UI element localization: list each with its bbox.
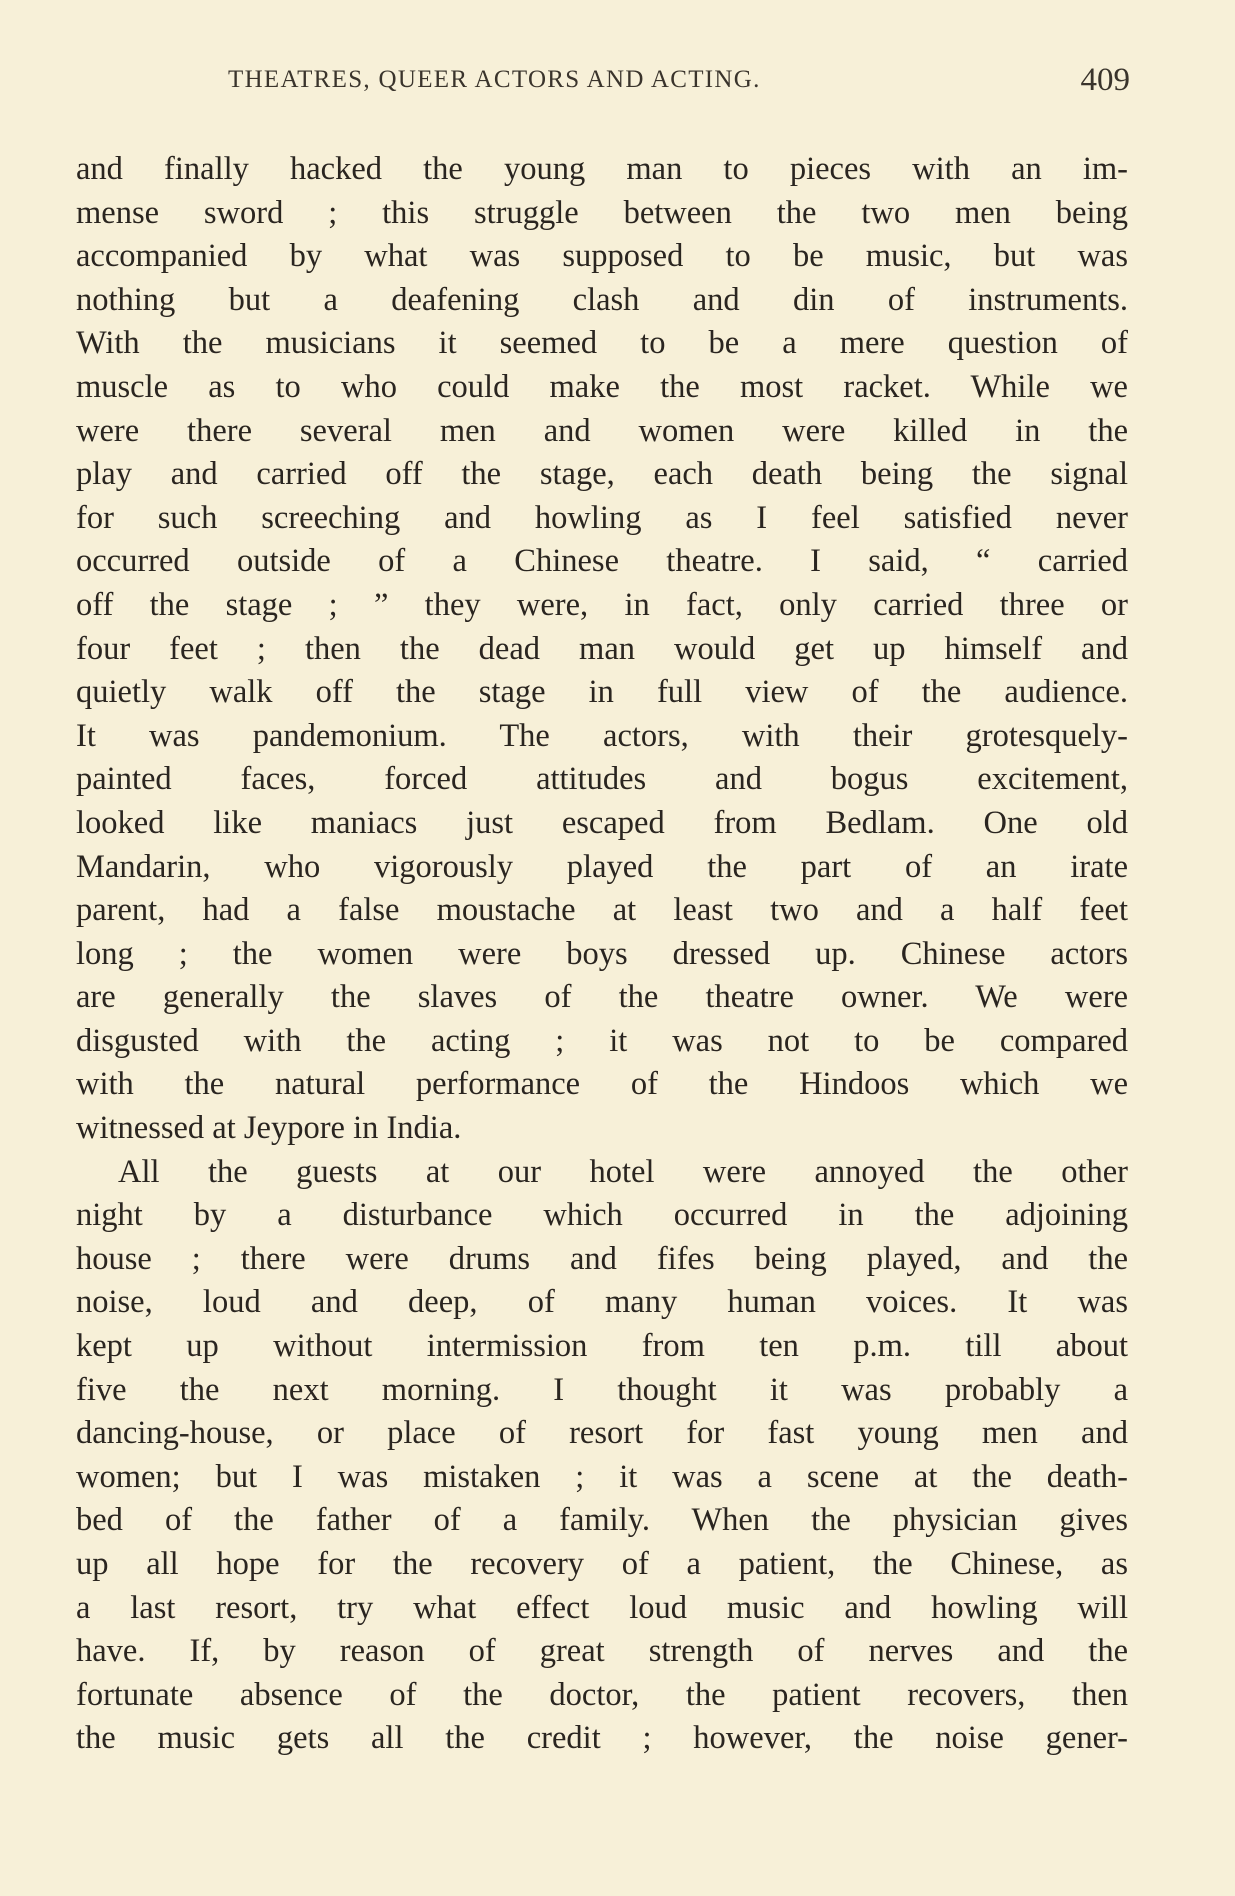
text-line: for such screeching and howling as I feel satisfied never: [76, 499, 1128, 536]
text-line: accompanied by what was supposed to be music, but was: [76, 238, 1128, 275]
text-line: kept up without intermission from ten p.m. till about: [76, 1328, 1128, 1365]
text-line: painted faces, forced attitudes and bogus excitement,: [76, 761, 1128, 798]
body-text: [76, 148, 1128, 1761]
text-line: house ; there were drums and fifes being played, and the: [76, 1240, 1128, 1277]
text-line: a last resort, try what effect loud music and howling will: [76, 1589, 1128, 1626]
text-line: mense sword ; this struggle between the two men being: [76, 194, 1128, 231]
text-line: It was pandemonium. The actors, with their grotesquely-: [76, 717, 1128, 754]
text-line: women; but I was mistaken ; it was a scene at the death-: [76, 1458, 1128, 1495]
text-line: With the musicians it seemed to be a mere question of: [76, 325, 1128, 362]
text-line: the music gets all the credit ; however, the noise gener-: [76, 1720, 1128, 1757]
text-line: parent, had a false moustache at least two and a half feet: [76, 892, 1128, 929]
running-header: [228, 62, 1130, 106]
text-line: All the guests at our hotel were annoyed the other: [118, 1153, 1128, 1190]
text-line: were there several men and women were killed in the: [76, 412, 1128, 449]
text-line: Mandarin, who vigorously played the part of an irate: [76, 848, 1128, 885]
text-line: dancing-house, or place of resort for fast young men and: [76, 1415, 1128, 1452]
text-line: noise, loud and deep, of many human voices. It was: [76, 1284, 1128, 1321]
text-line: witnessed at Jeypore in India.: [76, 1110, 462, 1147]
text-line: disgusted with the acting ; it was not to be compared: [76, 1022, 1128, 1059]
paragraph-2: [76, 1151, 1128, 1761]
text-line: are generally the slaves of the theatre owner. We were: [76, 979, 1128, 1016]
text-line: occurred outside of a Chinese theatre. I said, “ carried: [76, 543, 1128, 580]
text-line: nothing but a deafening clash and din of instruments.: [76, 281, 1128, 318]
text-line: long ; the women were boys dressed up. Chinese actors: [76, 935, 1128, 972]
text-line: with the natural performance of the Hindoos which we: [76, 1066, 1128, 1103]
text-line: four feet ; then the dead man would get up himself and: [76, 630, 1128, 667]
text-line: up all hope for the recovery of a patient, the Chinese, as: [76, 1546, 1128, 1582]
page-number: 409: [1080, 62, 1130, 98]
header-title: THEATRES, QUEER ACTORS AND ACTING.: [228, 66, 761, 93]
text-line: five the next morning. I thought it was probably a: [76, 1371, 1128, 1408]
text-line: looked like maniacs just escaped from Bedlam. One old: [76, 804, 1128, 841]
text-line: quietly walk off the stage in full view of the audience.: [76, 674, 1128, 711]
text-line: have. If, by reason of great strength of nerves and the: [76, 1633, 1128, 1670]
text-line: fortunate absence of the doctor, the patient recovers, then: [76, 1676, 1128, 1713]
text-line: off the stage ; ” they were, in fact, only carried three or: [76, 586, 1128, 623]
text-line: and finally hacked the young man to pieces with an im-: [76, 151, 1128, 187]
text-line: night by a disturbance which occurred in the adjoining: [76, 1197, 1128, 1234]
paragraph-1: [76, 148, 1128, 1151]
text-line: muscle as to who could make the most racket. While we: [76, 368, 1128, 405]
text-line: bed of the father of a family. When the physician gives: [76, 1502, 1128, 1539]
text-line: play and carried off the stage, each death being the signal: [76, 456, 1128, 493]
